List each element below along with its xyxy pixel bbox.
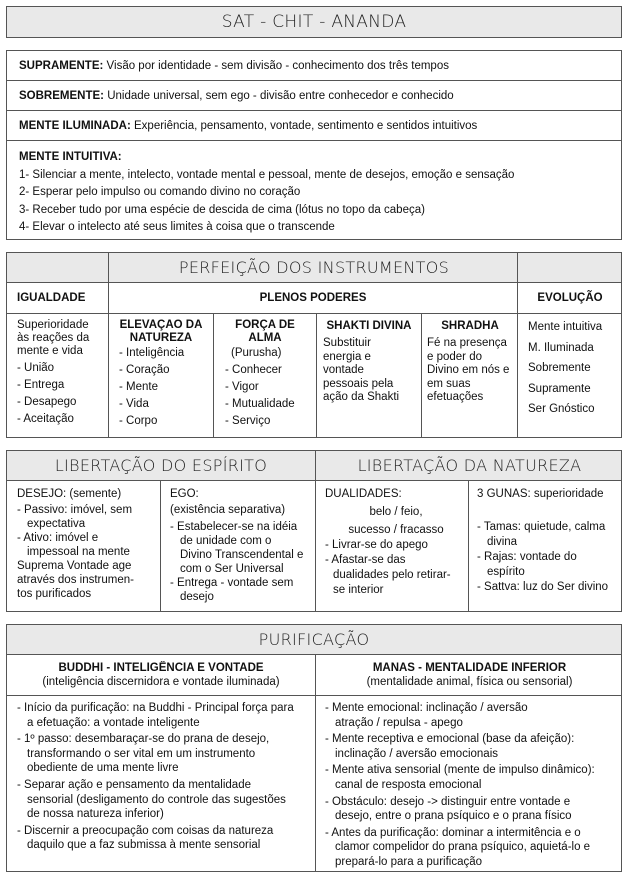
ego-line: (existência separativa) xyxy=(170,504,286,516)
desejo-line: - Passivo: imóvel, sem xyxy=(17,504,133,516)
forca-header: FORÇA DE xyxy=(235,319,295,331)
manas-list xyxy=(325,701,621,870)
title-bar xyxy=(6,6,622,38)
buddhi-subtitle: (inteligência discernidora e vontade iluminada) xyxy=(42,676,280,688)
intuitive-item: 2- Esperar pelo impulso ou comando divino no coração xyxy=(19,186,301,198)
evolucao-item: Sobremente xyxy=(528,362,591,374)
igualdade-item: - Aceitação xyxy=(17,413,74,425)
dualidades-line: belo / feio, xyxy=(369,506,423,518)
shradha-line: em suas xyxy=(427,377,471,390)
evolucao-item: Ser Gnóstico xyxy=(528,403,595,415)
ego-line: com o Ser Universal xyxy=(180,563,284,575)
gunas-line: divina xyxy=(487,536,518,548)
shradha-column xyxy=(423,319,517,405)
manas-title: MANAS - MENTALIDADE INFERIOR xyxy=(372,662,567,674)
level-label: SUPRAMENTE: xyxy=(19,60,104,72)
intuitive-item: 4- Elevar o intelecto até seus limites à coisa que o transcende xyxy=(19,221,335,233)
page-title: SAT - CHIT - ANANDA xyxy=(221,12,407,32)
intuitive-label: MENTE INTUITIVA: xyxy=(19,151,122,163)
manas-line: prepará-lo para a purificação xyxy=(335,855,483,868)
manas-line: desejo, entre o prana psíquico e o prana físico xyxy=(335,810,572,823)
liberation-block xyxy=(6,450,622,612)
shradha-line: Fé na presença xyxy=(427,337,507,349)
buddhi-line: a efetuação: a vontade inteligente xyxy=(27,716,200,729)
purification-title: PURIFICAÇÃO xyxy=(258,630,370,649)
ego-column xyxy=(170,487,314,604)
buddhi-line: - 1º passo: desembaraçar-se do prana de desejo, xyxy=(17,733,270,746)
elevacao-item: - Corpo xyxy=(119,415,158,427)
igualdade-header: IGUALDADE xyxy=(17,292,86,304)
desejo-line: - Ativo: imóvel e xyxy=(17,532,99,544)
instruments-title-bar xyxy=(7,253,621,283)
igualdade-item: - União xyxy=(17,362,55,374)
manas-line: atração / repulsa - apego xyxy=(335,716,463,729)
level-label: MENTE ILUMINADA: xyxy=(19,120,131,132)
buddhi-line: de nossa natureza inferior) xyxy=(27,808,164,821)
dualidades-line: sucesso / fracasso xyxy=(348,524,444,536)
elevacao-item: - Inteligência xyxy=(119,347,185,359)
ego-line: de unidade com o xyxy=(180,535,272,547)
igualdade-item: - Desapego xyxy=(17,396,77,408)
level-row-mente-intuitiva xyxy=(7,141,621,241)
evolucao-header: EVOLUÇÃO xyxy=(537,292,603,304)
shradha-header: SHRADHA xyxy=(441,320,499,332)
shakti-line: Substituir xyxy=(323,337,371,349)
igualdade-line: Superioridade xyxy=(17,319,89,331)
liberation-nature-title: LIBERTAÇÃO DA NATUREZA xyxy=(357,456,582,475)
igualdade-column xyxy=(17,319,107,428)
buddhi-line: - Separar ação e pensamento da mentalidade xyxy=(17,778,251,791)
forca-header: ALMA xyxy=(248,332,282,344)
dualidades-column xyxy=(325,487,467,598)
buddhi-line: daquilo que a faz submissa à mente sensorial xyxy=(27,839,261,852)
level-text: Visão por identidade - sem divisão - conhecimento dos três tempos xyxy=(106,60,449,72)
instruments-block xyxy=(6,252,622,438)
shakti-line: pessoais pela xyxy=(323,377,394,390)
manas-header xyxy=(316,661,623,689)
forca-item: - Vigor xyxy=(225,381,259,393)
desejo-line: através dos instrumen- xyxy=(17,574,134,586)
purification-title-bar xyxy=(7,625,621,655)
evolucao-item: Mente intuitiva xyxy=(528,321,603,333)
level-row-supramente xyxy=(7,51,621,81)
elevacao-item: - Coração xyxy=(119,364,170,376)
liberation-spirit-title: LIBERTAÇÃO DO ESPÍRITO xyxy=(54,456,268,475)
elevacao-header: NATUREZA xyxy=(129,332,193,344)
forca-column xyxy=(215,319,315,430)
plenos-poderes-header: PLENOS PODERES xyxy=(259,292,367,304)
buddhi-line: - Início da purificação: na Buddhi - Principal força para xyxy=(17,702,294,714)
shradha-line: Divino em nós e xyxy=(427,364,510,376)
buddhi-line: - Discernir a preocupação com coisas da natureza xyxy=(17,824,274,837)
levels-block xyxy=(6,50,622,240)
dualidades-line: dualidades pelo retirar- xyxy=(333,569,451,581)
manas-line: - Mente ativa sensorial (mente de impulso dinâmico): xyxy=(325,764,595,777)
instruments-title: PERFEIÇÃO DOS INSTRUMENTOS xyxy=(178,258,450,277)
forca-item: - Serviço xyxy=(225,415,271,427)
manas-line: - Mente receptiva e emocional (base da afeição): xyxy=(325,733,575,746)
gunas-line: 3 GUNAS: superioridade xyxy=(477,488,604,500)
igualdade-line: mente e vida xyxy=(17,345,83,357)
purification-block xyxy=(6,624,622,872)
forca-item: - Mutualidade xyxy=(225,398,295,410)
gunas-line: - Tamas: quietude, calma xyxy=(477,521,606,533)
manas-line: - Mente emocional: inclinação / aversão xyxy=(325,702,528,714)
elevacao-item: - Mente xyxy=(119,381,158,393)
shakti-line: vontade xyxy=(323,364,364,376)
shakti-header: SHAKTI DIVINA xyxy=(326,320,412,332)
shakti-line: energia e xyxy=(323,350,371,363)
elevacao-column xyxy=(111,319,211,430)
desejo-line: impessoal na mente xyxy=(27,546,130,558)
manas-line: inclinação / aversão emocionais xyxy=(335,747,499,760)
desejo-line: tos purificados xyxy=(17,588,92,600)
evolucao-column xyxy=(528,317,620,420)
level-label: SOBREMENTE: xyxy=(19,90,104,102)
shakti-column xyxy=(319,319,419,405)
shradha-line: e poder do xyxy=(427,350,482,363)
level-text: Unidade universal, sem ego - divisão entre conhecedor e conhecido xyxy=(107,90,454,102)
ego-line: desejo xyxy=(180,591,214,603)
forca-item: - Conhecer xyxy=(225,364,282,376)
dualidades-line: - Afastar-se das xyxy=(325,554,406,566)
buddhi-list xyxy=(17,701,313,853)
buddhi-header xyxy=(7,661,315,689)
ego-line: - Estabelecer-se na idéia xyxy=(170,521,298,533)
buddhi-title: BUDDHI - INTELIGÊNCIA E VONTADE xyxy=(58,662,264,674)
ego-line: Divino Transcendental e xyxy=(180,549,304,561)
dualidades-line: - Livrar-se do apego xyxy=(325,539,428,551)
level-text: Experiência, pensamento, vontade, sentimento e sentidos intuitivos xyxy=(134,120,478,132)
gunas-line: - Sattva: luz do Ser divino xyxy=(477,581,609,593)
desejo-line: expectativa xyxy=(27,518,86,530)
manas-line: canal de resposta emocional xyxy=(335,778,482,791)
dualidades-line: DUALIDADES: xyxy=(325,488,402,500)
level-row-mente-iluminada xyxy=(7,111,621,141)
buddhi-line: transformando o ser vital em um instrumento xyxy=(27,747,256,760)
igualdade-line: às reações da xyxy=(17,332,90,344)
manas-line: - Obstáculo: desejo -> distinguir entre vontade e xyxy=(325,795,571,808)
dualidades-line: se interior xyxy=(333,584,384,596)
intuitive-item: 3- Receber tudo por uma espécie de descida de cima (lótus no topo da cabeça) xyxy=(19,203,425,216)
buddhi-line: obediente de uma mente livre xyxy=(27,762,179,775)
elevacao-header: ELEVAÇÃO DA xyxy=(119,319,203,331)
igualdade-item: - Entrega xyxy=(17,379,65,391)
shakti-line: ação da Shakti xyxy=(323,391,400,403)
gunas-line: - Rajas: vontade do xyxy=(477,551,577,563)
manas-line: - Antes da purificação: dominar a intermitência e o xyxy=(325,826,581,839)
gunas-line: espírito xyxy=(487,566,525,578)
desejo-line: Suprema Vontade age xyxy=(17,560,132,572)
desejo-column xyxy=(17,487,159,601)
ego-line: - Entrega - vontade sem xyxy=(170,577,294,589)
evolucao-item: M. Iluminada xyxy=(528,341,594,354)
ego-line: EGO: xyxy=(170,488,199,500)
intuitive-item: 1- Silenciar a mente, intelecto, vontade mental e pessoal, mente de desejos, emoção e sensação xyxy=(19,168,515,181)
level-row-sobremente xyxy=(7,81,621,111)
elevacao-item: - Vida xyxy=(119,398,149,410)
manas-subtitle: (mentalidade animal, física ou sensorial) xyxy=(366,676,573,688)
forca-sub: (Purusha) xyxy=(231,347,282,359)
buddhi-line: sensorial (desligamento do controle das sugestões xyxy=(27,793,286,806)
manas-line: clamor compelidor do prana psíquico, aquietá-lo e xyxy=(335,841,591,854)
evolucao-item: Supramente xyxy=(528,382,591,395)
desejo-line: DESEJO: (semente) xyxy=(17,488,122,500)
shradha-line: efetuações xyxy=(427,391,484,403)
gunas-column xyxy=(477,487,622,595)
